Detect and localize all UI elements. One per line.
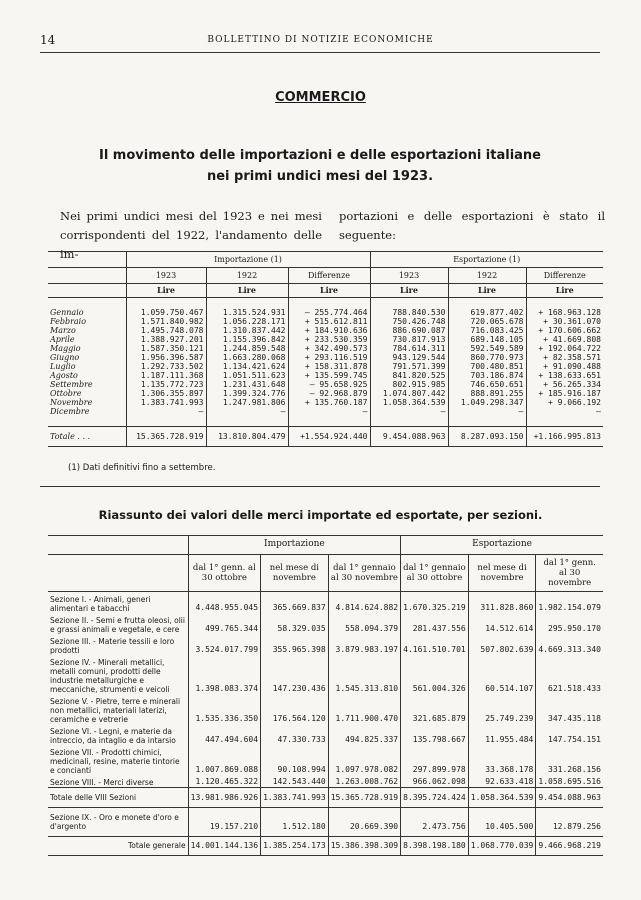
section-row: [48, 655, 603, 694]
month-label: Maggio: [50, 344, 81, 353]
import-diff: + 135.599.745: [288, 371, 370, 380]
export-diff: —: [526, 407, 603, 416]
unit-label: Lire: [288, 284, 370, 298]
import-1922: 1.247.981.806: [206, 398, 288, 407]
grand-total-value: 8.398.198.180: [401, 837, 469, 856]
import-1923: 1.383.741.993: [126, 398, 206, 407]
export-1922: 1.049.298.347: [448, 398, 526, 407]
export-1923-header: 1923: [370, 268, 448, 284]
export-diff-header: Differenze: [526, 268, 603, 284]
total-import-1922: 13.810.804.479: [206, 427, 288, 447]
month-row: [48, 407, 603, 416]
export-diff: + 56.265.334: [526, 380, 603, 389]
import-1923: 1.571.840.982: [126, 317, 206, 326]
export-diff: + 138.633.651: [526, 371, 603, 380]
section-value: 4.161.510.701: [401, 634, 469, 655]
section-value: 92.633.418: [468, 775, 536, 788]
import-1923: —: [126, 407, 206, 416]
import-1922: 1.663.280.068: [206, 353, 288, 362]
section-ix-value: 12.879.256: [536, 808, 603, 837]
unit-label: Lire: [370, 284, 448, 298]
section-ix-value: 2.473.756: [401, 808, 469, 837]
grand-total-value: 1.385.254.173: [261, 837, 329, 856]
import-diff: + 135.760.187: [288, 398, 370, 407]
section-rule: [40, 486, 600, 487]
total-sections-value: 15.365.728.919: [328, 787, 400, 808]
export-1923: 841.820.525: [370, 371, 448, 380]
month-header-blank: [48, 252, 126, 268]
section-value: 331.268.156: [536, 745, 603, 775]
col-import-to-november: dal 1° gennaio al 30 novembre: [328, 554, 400, 591]
monthly-trade-table: [48, 251, 603, 447]
unit-label: Lire: [448, 284, 526, 298]
section-value: 14.512.614: [468, 613, 536, 634]
section-ix-value: 20.669.390: [328, 808, 400, 837]
export-diff: + 170.606.662: [526, 326, 603, 335]
total-export-1923: 9.454.088.963: [370, 427, 448, 447]
section-value: 4.669.313.340: [536, 634, 603, 655]
month-label: Aprile: [50, 335, 75, 344]
grand-total-label: Totale generale: [48, 837, 188, 856]
import-diff: + 293.116.519: [288, 353, 370, 362]
section-value: 347.435.118: [536, 694, 603, 724]
section-value: 147.230.436: [261, 655, 329, 694]
summary-import-header: Importazione: [188, 536, 401, 555]
header-rule: [40, 52, 600, 53]
import-1922: 1.051.511.623: [206, 371, 288, 380]
col-export-to-november: dal 1° genn. al 30 novembre: [536, 554, 603, 591]
section-value: 11.955.484: [468, 724, 536, 745]
section-value: 3.879.983.197: [328, 634, 400, 655]
page-number: 14: [40, 33, 56, 47]
section-value: 135.798.667: [401, 724, 469, 745]
total-sections-value: 1.383.741.993: [261, 787, 329, 808]
section-value: 281.437.556: [401, 613, 469, 634]
month-row: [48, 371, 603, 380]
export-1923: 886.690.087: [370, 326, 448, 335]
import-1922: 1.399.324.776: [206, 389, 288, 398]
month-label: Settembre: [50, 380, 93, 389]
export-1923: 784.614.311: [370, 344, 448, 353]
table-total-row: [48, 427, 603, 447]
unit-label: Lire: [526, 284, 603, 298]
total-sections-value: 9.454.088.963: [536, 787, 603, 808]
export-1923: 788.840.530: [370, 308, 448, 317]
import-diff: + 158.311.878: [288, 362, 370, 371]
grand-total-value: 9.466.968.219: [536, 837, 603, 856]
export-1922: 689.148.105: [448, 335, 526, 344]
sections-summary-table: [48, 535, 603, 856]
section-value: 355.965.398: [261, 634, 329, 655]
export-1922: 592.549.589: [448, 344, 526, 353]
import-diff: + 342.490.573: [288, 344, 370, 353]
section-value: 1.670.325.219: [401, 591, 469, 613]
import-diff: — 92.968.879: [288, 389, 370, 398]
import-diff: — 95.658.925: [288, 380, 370, 389]
section-label: Sezione IV. - Minerali metallici, metalli comuni, prodotti delle industrie metallurgiche e meccaniche, strumenti e veicoli: [50, 657, 170, 694]
import-1922: 1.056.228.171: [206, 317, 288, 326]
section-title: COMMERCIO: [275, 90, 366, 105]
section-row: [48, 613, 603, 634]
export-diff: + 192.064.722: [526, 344, 603, 353]
section-value: 1.058.695.516: [536, 775, 603, 788]
unit-label: Lire: [126, 284, 206, 298]
section-label: Sezione V. - Pietre, terre e minerali non metallici, materiali laterizi, ceramiche e vetrerie: [50, 696, 181, 724]
section-value: 1.263.008.762: [328, 775, 400, 788]
month-label: Luglio: [50, 362, 76, 371]
export-diff: + 30.361.070: [526, 317, 603, 326]
section-ix-value: 10.405.500: [468, 808, 536, 837]
month-row: [48, 389, 603, 398]
export-1922: 716.083.425: [448, 326, 526, 335]
section-row: [48, 591, 603, 613]
grand-total-value: 14.001.144.136: [188, 837, 260, 856]
section-ix-label: Sezione IX. - Oro e monete d'oro e d'argento: [48, 808, 188, 837]
import-1923: 1.059.750.467: [126, 308, 206, 317]
month-label: Giugno: [50, 353, 80, 362]
summary-export-header: Esportazione: [401, 536, 603, 555]
section-value: 447.494.604: [188, 724, 260, 745]
col-export-november: nel mese di novembre: [468, 554, 536, 591]
export-1922: 619.877.402: [448, 308, 526, 317]
main-title-line2: nei primi undici mesi del 1923.: [206, 169, 434, 184]
section-ix-value: 1.512.180: [261, 808, 329, 837]
grand-total-row: [48, 837, 603, 856]
section-value: 297.899.978: [401, 745, 469, 775]
import-1922: —: [206, 407, 288, 416]
section-value: 147.754.151: [536, 724, 603, 745]
month-label: Febbraio: [50, 317, 87, 326]
section-value: 1.097.978.082: [328, 745, 400, 775]
section-label: Sezione VIII. - Merci diverse: [50, 777, 154, 787]
month-label: Gennaio: [50, 308, 84, 317]
section-value: 1.398.083.374: [188, 655, 260, 694]
section-value: 311.828.860: [468, 591, 536, 613]
section-row: [48, 745, 603, 775]
export-diff: + 9.066.192: [526, 398, 603, 407]
import-1922: 1.231.431.648: [206, 380, 288, 389]
section-row: [48, 724, 603, 745]
section-value: 321.685.879: [401, 694, 469, 724]
export-1923: 1.058.364.539: [370, 398, 448, 407]
month-row: [48, 308, 603, 317]
col-export-to-october: dal 1° gennaio al 30 ottobre: [401, 554, 469, 591]
total-sections-label: Totale delle VIII Sezioni: [48, 787, 188, 808]
grand-total-value: 15.386.398.309: [328, 837, 400, 856]
import-diff-header: Differenze: [288, 268, 370, 284]
main-title: [60, 145, 580, 187]
intro-right: portazioni e delle esportazioni è stato il seguente:: [339, 209, 605, 242]
export-1923: 730.817.913: [370, 335, 448, 344]
export-1923: 802.915.985: [370, 380, 448, 389]
import-diff: + 233.530.359: [288, 335, 370, 344]
section-value: 1.007.869.088: [188, 745, 260, 775]
month-row: [48, 344, 603, 353]
section-ix-value: 19.157.210: [188, 808, 260, 837]
section-value: 90.108.994: [261, 745, 329, 775]
total-import-1923: 15.365.728.919: [126, 427, 206, 447]
section-value: 60.514.107: [468, 655, 536, 694]
export-1922: —: [448, 407, 526, 416]
export-diff: + 82.358.571: [526, 353, 603, 362]
total-sections-value: 13.981.986.926: [188, 787, 260, 808]
section-row: [48, 775, 603, 788]
section-value: 499.765.344: [188, 613, 260, 634]
export-1922-header: 1922: [448, 268, 526, 284]
section-label: Sezione VII. - Prodotti chimici, medicinali, resine, materie tintorie e concianti: [50, 747, 180, 775]
total-export-diff: +1.166.995.813: [526, 427, 603, 447]
month-row: [48, 326, 603, 335]
section-value: 33.368.178: [468, 745, 536, 775]
import-diff: + 184.910.636: [288, 326, 370, 335]
import-1922: 1.315.524.931: [206, 308, 288, 317]
import-diff: + 515.612.811: [288, 317, 370, 326]
journal-title: BOLLETTINO DI NOTIZIE ECONOMICHE: [207, 35, 434, 45]
export-diff: + 91.090.488: [526, 362, 603, 371]
month-label: Agosto: [50, 371, 78, 380]
total-export-1922: 8.287.093.150: [448, 427, 526, 447]
import-1922: 1.134.421.624: [206, 362, 288, 371]
section-value: 25.749.239: [468, 694, 536, 724]
export-diff: + 168.963.128: [526, 308, 603, 317]
import-diff: — 255.774.464: [288, 308, 370, 317]
section-value: 58.329.035: [261, 613, 329, 634]
section-value: 558.094.379: [328, 613, 400, 634]
section-value: 176.564.120: [261, 694, 329, 724]
section-value: 3.524.017.799: [188, 634, 260, 655]
section-label: Sezione I. - Animali, generi alimentari e tabacchi: [50, 594, 151, 613]
section-value: 621.518.433: [536, 655, 603, 694]
total-sections-value: 8.395.724.424: [401, 787, 469, 808]
section-row: [48, 694, 603, 724]
table1-footnote: (1) Dati definitivi fino a settembre.: [68, 463, 216, 473]
month-row: [48, 353, 603, 362]
section-value: 142.543.440: [261, 775, 329, 788]
import-1923: 1.587.350.121: [126, 344, 206, 353]
col-import-to-october: dal 1° genn. al 30 ottobre: [188, 554, 260, 591]
section-label: Sezione VI. - Legni, e materie da intreccio, da intaglio e da intarsio: [50, 726, 176, 745]
import-1923: 1.292.733.502: [126, 362, 206, 371]
total-sections-value: 1.058.364.539: [468, 787, 536, 808]
export-1923: 943.129.544: [370, 353, 448, 362]
import-1923: 1.956.396.587: [126, 353, 206, 362]
import-1922: 1.244.859.548: [206, 344, 288, 353]
section-value: 4.814.624.882: [328, 591, 400, 613]
section-value: 1.711.900.470: [328, 694, 400, 724]
total-label: Totale . . .: [48, 427, 126, 447]
section-label: Sezione III. - Materie tessili e loro prodotti: [50, 636, 175, 655]
section-row: [48, 634, 603, 655]
section-value: 494.825.337: [328, 724, 400, 745]
section-value: 966.062.098: [401, 775, 469, 788]
intro-left: Nei primi undici mesi del 1923 e nei mesi corrispondenti del 1922, l'andamento delle im-: [60, 209, 322, 261]
import-1922: 1.155.396.842: [206, 335, 288, 344]
import-1922: 1.310.837.442: [206, 326, 288, 335]
export-diff: + 41.669.808: [526, 335, 603, 344]
section-value: 1.982.154.079: [536, 591, 603, 613]
summary-title: Riassunto dei valori delle merci importate ed esportate, per sezioni.: [98, 508, 543, 522]
export-1923: 1.074.807.442: [370, 389, 448, 398]
section-value: 295.950.170: [536, 613, 603, 634]
import-1923: 1.388.927.201: [126, 335, 206, 344]
col-import-november: nel mese di novembre: [261, 554, 329, 591]
section-value: 1.535.336.350: [188, 694, 260, 724]
import-1923: 1.135.772.723: [126, 380, 206, 389]
section-value: 4.448.955.045: [188, 591, 260, 613]
export-1922: 700.480.851: [448, 362, 526, 371]
month-label: Novembre: [50, 398, 93, 407]
month-row: [48, 335, 603, 344]
section-label: Sezione II. - Semi e frutta oleosi, olii e grassi animali e vegetale, e cere: [50, 615, 185, 634]
total-sections-row: [48, 787, 603, 808]
section-value: 1.545.313.810: [328, 655, 400, 694]
export-1922: 703.186.874: [448, 371, 526, 380]
month-label: Marzo: [50, 326, 76, 335]
import-diff: —: [288, 407, 370, 416]
import-1923: 1.187.111.368: [126, 371, 206, 380]
export-1922: 888.891.255: [448, 389, 526, 398]
export-1923: 791.571.399: [370, 362, 448, 371]
unit-label: Lire: [206, 284, 288, 298]
import-1922-header: 1922: [206, 268, 288, 284]
import-1923: 1.306.355.897: [126, 389, 206, 398]
section-value: 47.330.733: [261, 724, 329, 745]
month-row: [48, 380, 603, 389]
export-group-header: Esportazione (1): [370, 252, 603, 268]
import-group-header: Importazione (1): [126, 252, 370, 268]
section-value: 365.669.837: [261, 591, 329, 613]
month-row: [48, 398, 603, 407]
grand-total-value: 1.068.770.039: [468, 837, 536, 856]
month-row: [48, 317, 603, 326]
section-value: 1.120.465.322: [188, 775, 260, 788]
import-1923: 1.495.748.078: [126, 326, 206, 335]
section-value: 507.802.639: [468, 634, 536, 655]
month-label: Ottobre: [50, 389, 82, 398]
section-value: 561.004.326: [401, 655, 469, 694]
month-label: Dicembre: [50, 407, 90, 416]
export-1922: 746.650.651: [448, 380, 526, 389]
month-row: [48, 362, 603, 371]
section-ix-row: [48, 808, 603, 837]
export-1923: —: [370, 407, 448, 416]
import-1923-header: 1923: [126, 268, 206, 284]
main-title-line1: Il movimento delle importazioni e delle esportazioni italiane: [98, 148, 542, 163]
total-import-diff: +1.554.924.440: [288, 427, 370, 447]
export-1923: 750.426.748: [370, 317, 448, 326]
export-1922: 860.770.973: [448, 353, 526, 362]
export-diff: + 185.916.187: [526, 389, 603, 398]
export-1922: 720.065.678: [448, 317, 526, 326]
